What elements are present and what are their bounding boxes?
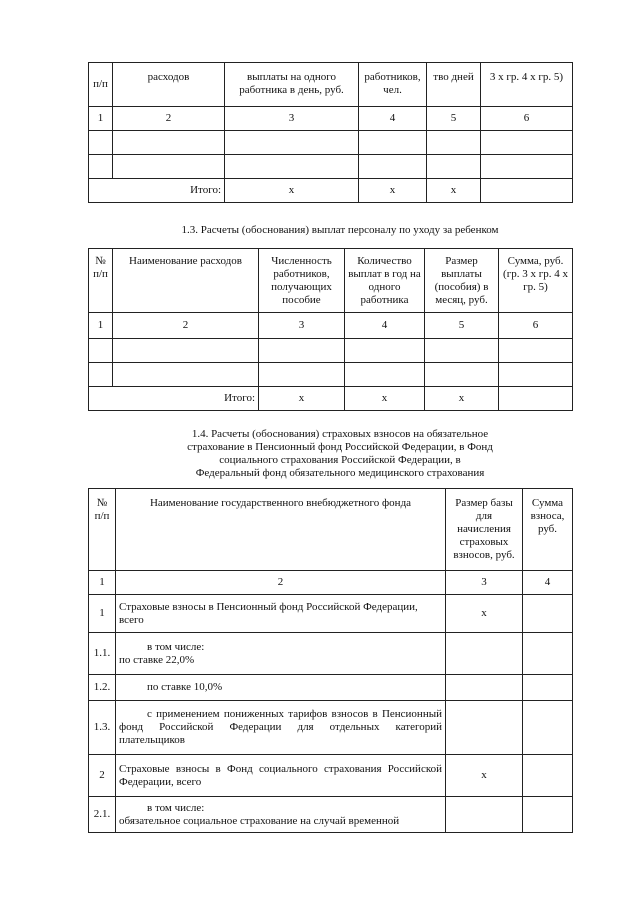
table-row bbox=[89, 755, 573, 797]
column-number: 2 bbox=[113, 313, 259, 339]
row-number: 2 bbox=[89, 755, 116, 797]
table-childcare-payments bbox=[88, 248, 573, 411]
column-number: 6 bbox=[481, 107, 573, 131]
column-number: 5 bbox=[427, 107, 481, 131]
column-number: 2 bbox=[116, 571, 446, 595]
column-number: 1 bbox=[89, 571, 116, 595]
table-payments-continued bbox=[88, 62, 573, 203]
row-number: 1.2. bbox=[89, 675, 116, 701]
row-name-block bbox=[116, 633, 446, 675]
base-cell bbox=[446, 633, 523, 675]
header-cell: Сумма взноса, руб. bbox=[523, 489, 573, 571]
table-row bbox=[89, 701, 573, 755]
total-label: Итого: bbox=[113, 387, 259, 411]
column-number: 3 bbox=[259, 313, 345, 339]
column-number: 4 bbox=[345, 313, 425, 339]
table-row bbox=[89, 155, 573, 179]
header-cell: Количество выплат в год на одного работника bbox=[345, 249, 425, 313]
column-number: 1 bbox=[89, 313, 113, 339]
header-cell: п/п bbox=[89, 63, 113, 107]
header-cell: работников, чел. bbox=[359, 63, 427, 107]
total-row bbox=[89, 179, 573, 203]
table-header-row bbox=[89, 249, 573, 313]
column-number: 1 bbox=[89, 107, 113, 131]
row-prefix: в том числе: bbox=[147, 640, 205, 653]
header-cell: Наименование расходов bbox=[113, 249, 259, 313]
row-name: обязательное социальное страхование на случай временной bbox=[119, 814, 400, 827]
table-row bbox=[89, 675, 573, 701]
header-cell: Размер выплаты (пособия) в месяц, руб. bbox=[425, 249, 499, 313]
base-cell bbox=[446, 797, 523, 833]
table-header-row bbox=[89, 63, 573, 107]
row-name: Страховые взносы в Фонд социального страхования Российской Федерации, всего bbox=[116, 755, 446, 797]
table-header-row bbox=[89, 489, 573, 571]
total-cell: х bbox=[225, 179, 359, 203]
table-row bbox=[89, 797, 573, 833]
column-number-row bbox=[89, 107, 573, 131]
table-row bbox=[89, 595, 573, 633]
row-number: 1.1. bbox=[89, 633, 116, 675]
section-caption-1-3: 1.3. Расчеты (обоснования) выплат персоналу по уходу за ребенком bbox=[181, 224, 499, 236]
column-number: 6 bbox=[499, 313, 573, 339]
row-name: с применением пониженных тарифов взносов в Пенсионный фонд Российской Федерации для отдельных категорий плательщиков bbox=[116, 701, 446, 755]
total-cell: х bbox=[425, 387, 499, 411]
row-name: по ставке 10,0% bbox=[147, 681, 223, 693]
total-cell: х bbox=[259, 387, 345, 411]
table-row bbox=[89, 339, 573, 363]
column-number: 2 bbox=[113, 107, 225, 131]
row-name-block bbox=[116, 797, 446, 833]
row-number: 1.3. bbox=[89, 701, 116, 755]
row-name: по ставке 22,0% bbox=[119, 653, 195, 666]
header-cell: Размер базы для начисления страховых взносов, руб. bbox=[446, 489, 523, 571]
total-cell: х bbox=[345, 387, 425, 411]
base-cell: х bbox=[446, 595, 523, 633]
base-cell: х bbox=[446, 755, 523, 797]
row-number: 2.1. bbox=[89, 797, 116, 833]
column-number: 4 bbox=[359, 107, 427, 131]
section-caption-1-4: 1.4. Расчеты (обоснования) страховых взносов на обязательное страхование в Пенсионный фонд Российской Федерации, в Фонд социального страхования Российской Федерации, в Федеральный фонд обязательного медицинского страхования bbox=[187, 428, 493, 479]
header-cell: № п/п bbox=[89, 249, 113, 313]
column-number: 5 bbox=[425, 313, 499, 339]
table-row bbox=[89, 633, 573, 675]
row-name: Страховые взносы в Пенсионный фонд Российской Федерации, всего bbox=[116, 595, 446, 633]
row-name-block bbox=[116, 675, 446, 701]
column-number: 3 bbox=[225, 107, 359, 131]
total-cell: х bbox=[427, 179, 481, 203]
header-cell: Наименование государственного внебюджетного фонда bbox=[116, 489, 446, 571]
column-number-row bbox=[89, 313, 573, 339]
base-cell bbox=[446, 675, 523, 701]
header-cell: расходов bbox=[113, 63, 225, 107]
header-cell: Сумма, руб. (гр. 3 х гр. 4 х гр. 5) bbox=[499, 249, 573, 313]
total-cell: х bbox=[359, 179, 427, 203]
header-cell: тво дней bbox=[427, 63, 481, 107]
base-cell bbox=[446, 701, 523, 755]
row-prefix: в том числе: bbox=[147, 801, 205, 814]
header-cell: Численность работников, получающих пособие bbox=[259, 249, 345, 313]
header-cell: выплаты на одного работника в день, руб. bbox=[225, 63, 359, 107]
total-label: Итого: bbox=[113, 179, 225, 203]
row-number: 1 bbox=[89, 595, 116, 633]
table-insurance-contributions bbox=[88, 488, 573, 833]
header-cell: № п/п bbox=[89, 489, 116, 571]
total-row bbox=[89, 387, 573, 411]
column-number-row bbox=[89, 571, 573, 595]
table-row bbox=[89, 363, 573, 387]
table-row bbox=[89, 131, 573, 155]
column-number: 4 bbox=[523, 571, 573, 595]
column-number: 3 bbox=[446, 571, 523, 595]
header-cell: 3 х гр. 4 х гр. 5) bbox=[481, 63, 573, 107]
